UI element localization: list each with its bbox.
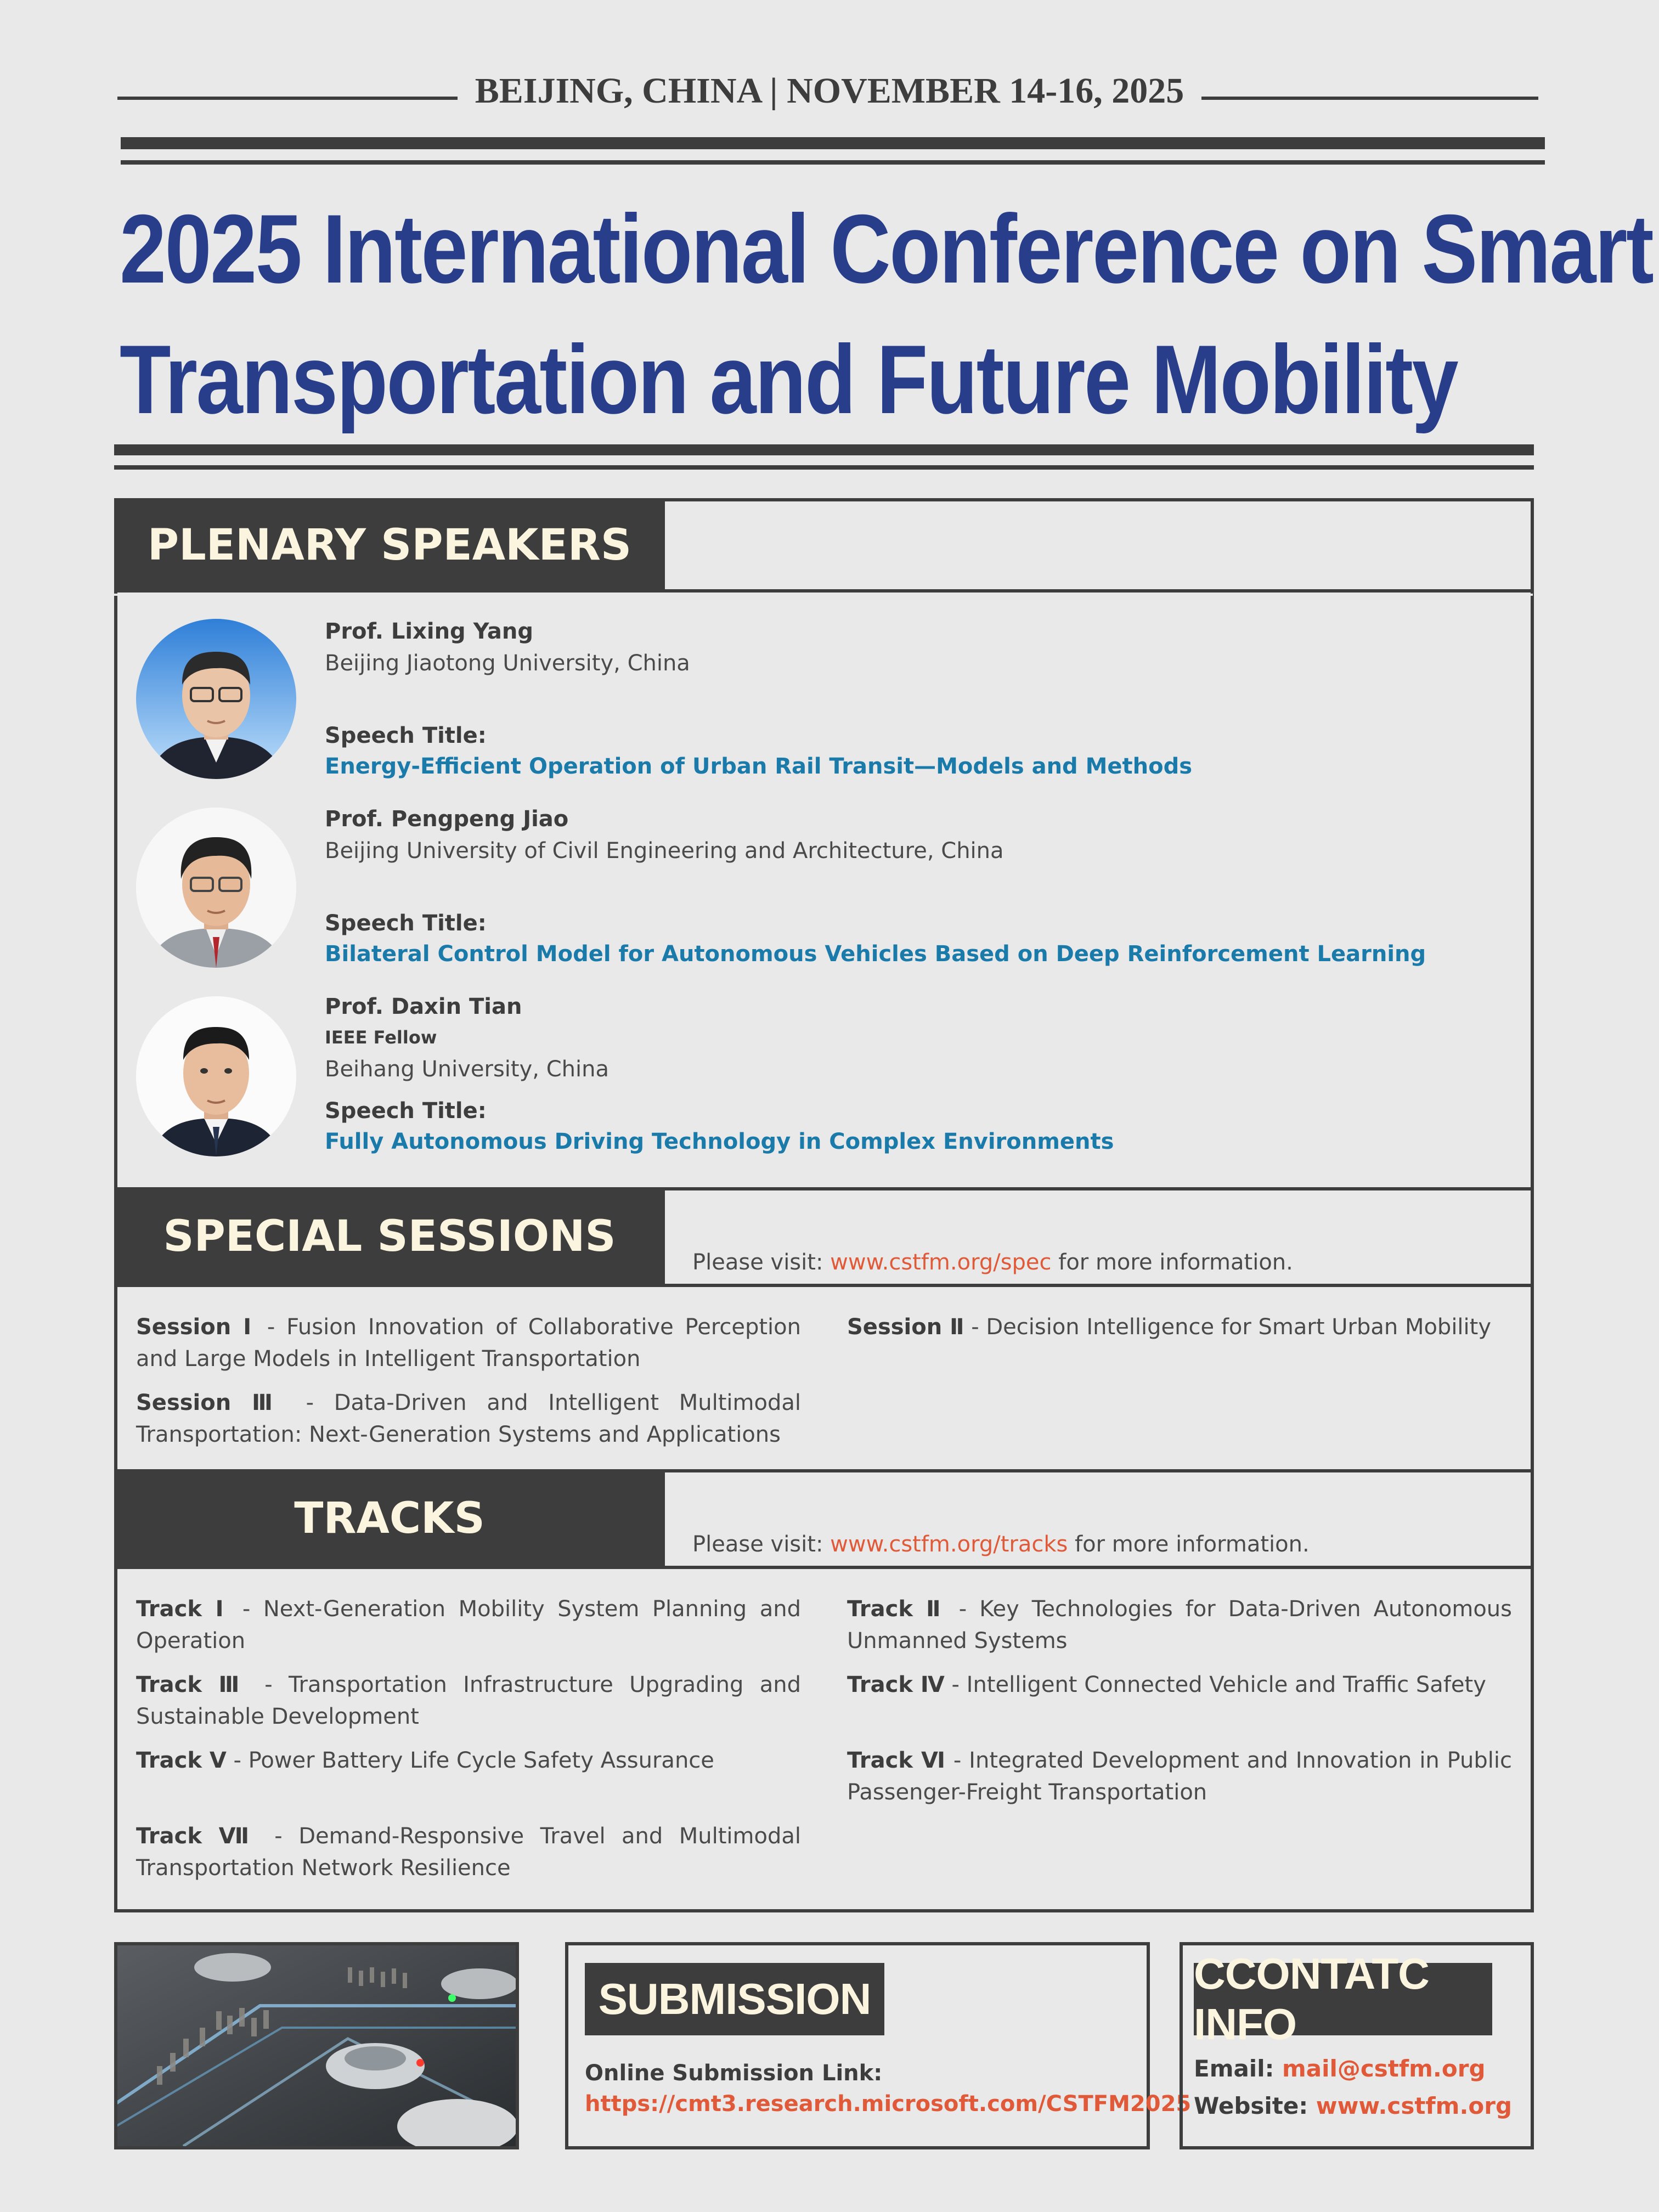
special-sessions-link[interactable]: www.cstfm.org/spec	[830, 1250, 1052, 1275]
header-thin-rule	[121, 160, 1545, 165]
speaker-name: Prof. Daxin Tian	[325, 994, 522, 1019]
contact-website-link[interactable]: www.cstfm.org	[1316, 2092, 1513, 2119]
track-item: Track Ⅳ - Intelligent Connected Vehicle and Traffic Safety	[847, 1672, 1486, 1697]
speaker-name: Prof. Pengpeng Jiao	[325, 806, 569, 832]
page-title	[120, 184, 1653, 445]
speech-title: Bilateral Control Model for Autonomous Vehicles Based on Deep Reinforcement Learning	[325, 941, 1426, 967]
special-sessions-bottom-divider	[114, 1284, 1533, 1287]
autonomous-traffic-illustration	[114, 1942, 519, 2149]
track-item: Track Ⅴ - Power Battery Life Cycle Safety Assurance	[136, 1748, 714, 1773]
plenary-divider	[114, 589, 1533, 592]
speaker-affiliation: Beijing University of Civil Engineering and Architecture, China	[325, 838, 1004, 864]
contact-website-row: Website: www.cstfm.org	[1194, 2092, 1513, 2119]
track-item: Track Ⅵ - Integrated Development and Innovation in Public Passenger-Freight Transportation	[847, 1748, 1512, 1805]
track-item: Track Ⅲ - Transportation Infrastructure Upgrading and Sustainable Development	[136, 1672, 801, 1729]
submission-label: Online Submission Link:	[585, 2061, 883, 2086]
header-thick-rule	[121, 137, 1545, 149]
speech-title-label: Speech Title:	[325, 723, 487, 748]
track-item: Track Ⅰ - Next-Generation Mobility System Planning and Operation	[136, 1596, 801, 1654]
contact-email-row: Email: mail@cstfm.org	[1194, 2055, 1486, 2082]
speaker-photo	[136, 619, 296, 779]
title-thick-rule	[114, 444, 1534, 455]
contact-email-link[interactable]: mail@cstfm.org	[1282, 2055, 1486, 2082]
tracks-bottom-divider	[114, 1566, 1533, 1569]
title-thin-rule	[114, 465, 1534, 470]
track-item: Track Ⅱ - Key Technologies for Data-Driven Autonomous Unmanned Systems	[847, 1596, 1512, 1654]
dateline: BEIJING, CHINA | NOVEMBER 14-16, 2025	[0, 70, 1659, 112]
session-item: Session Ⅲ - Data-Driven and Intelligent Multimodal Transportation: Next-Generation Systems and Applications	[136, 1390, 801, 1447]
special-sessions-heading: SPECIAL SESSIONS	[114, 1187, 665, 1286]
tracks-visit-note: Please visit: www.cstfm.org/tracks for more information.	[692, 1532, 1310, 1557]
tracks-heading: TRACKS	[114, 1469, 665, 1568]
tracks-link[interactable]: www.cstfm.org/tracks	[830, 1532, 1068, 1557]
plenary-divider-inner	[114, 594, 1533, 596]
speaker-name: Prof. Lixing Yang	[325, 619, 533, 644]
speaker-fellow-badge: IEEE Fellow	[325, 1027, 437, 1048]
submission-heading: SUBMISSION	[585, 1963, 884, 2035]
speech-title: Energy-Efficient Operation of Urban Rail Transit—Models and Methods	[325, 754, 1193, 779]
track-item: Track Ⅶ - Demand-Responsive Travel and Multimodal Transportation Network Resilience	[136, 1824, 801, 1881]
plenary-heading: PLENARY SPEAKERS	[114, 498, 665, 592]
special-sessions-visit-note: Please visit: www.cstfm.org/spec for more information.	[692, 1250, 1293, 1275]
speaker-photo	[136, 808, 296, 968]
session-item: Session Ⅰ - Fusion Innovation of Collaborative Perception and Large Models in Intelligent Transportation	[136, 1314, 801, 1372]
speech-title: Fully Autonomous Driving Technology in Complex Environments	[325, 1129, 1114, 1154]
submission-link[interactable]: https://cmt3.research.microsoft.com/CSTFM2025	[585, 2091, 1192, 2117]
contact-heading: CCONTATC INFO	[1194, 1963, 1492, 2035]
speech-title-label: Speech Title:	[325, 911, 487, 936]
title-line-1: 2025 International Conference on Smart	[120, 194, 1653, 303]
title-line-2: Transportation and Future Mobility	[120, 325, 1458, 434]
speaker-affiliation: Beijing Jiaotong University, China	[325, 651, 690, 676]
speech-title-label: Speech Title:	[325, 1098, 487, 1124]
session-item: Session Ⅱ - Decision Intelligence for Smart Urban Mobility	[847, 1314, 1492, 1340]
speaker-affiliation: Beihang University, China	[325, 1057, 609, 1082]
speaker-photo	[136, 996, 296, 1156]
